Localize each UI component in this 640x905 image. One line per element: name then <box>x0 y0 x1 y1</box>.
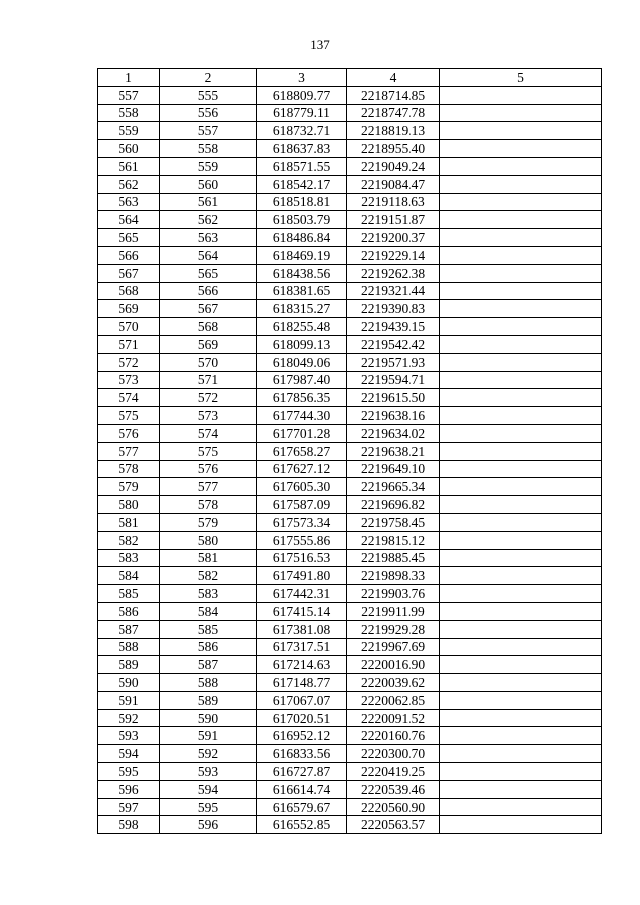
y-coordinate-cell: 2219615.50 <box>347 389 440 407</box>
y-coordinate-cell: 2218714.85 <box>347 86 440 104</box>
x-coordinate-cell: 616552.85 <box>257 816 347 834</box>
table-body <box>98 86 602 833</box>
row-index-cell: 597 <box>98 798 160 816</box>
note-cell <box>440 567 602 585</box>
table-row <box>98 691 602 709</box>
point-number-cell: 566 <box>160 282 257 300</box>
row-index-cell: 562 <box>98 175 160 193</box>
y-coordinate-cell: 2220039.62 <box>347 674 440 692</box>
table-row <box>98 300 602 318</box>
point-number-cell: 596 <box>160 816 257 834</box>
y-coordinate-cell: 2220419.25 <box>347 763 440 781</box>
point-number-cell: 576 <box>160 460 257 478</box>
point-number-cell: 560 <box>160 175 257 193</box>
y-coordinate-cell: 2219118.63 <box>347 193 440 211</box>
point-number-cell: 589 <box>160 691 257 709</box>
point-number-cell: 568 <box>160 318 257 336</box>
point-number-cell: 590 <box>160 709 257 727</box>
row-index-cell: 585 <box>98 585 160 603</box>
point-number-cell: 578 <box>160 496 257 514</box>
point-number-cell: 582 <box>160 567 257 585</box>
note-cell <box>440 549 602 567</box>
x-coordinate-cell: 617317.51 <box>257 638 347 656</box>
column-header-4: 4 <box>347 69 440 87</box>
note-cell <box>440 602 602 620</box>
x-coordinate-cell: 618255.48 <box>257 318 347 336</box>
point-number-cell: 559 <box>160 157 257 175</box>
row-index-cell: 584 <box>98 567 160 585</box>
x-coordinate-cell: 618315.27 <box>257 300 347 318</box>
y-coordinate-cell: 2219758.45 <box>347 513 440 531</box>
table-row <box>98 229 602 247</box>
note-cell <box>440 353 602 371</box>
point-number-cell: 575 <box>160 442 257 460</box>
row-index-cell: 559 <box>98 122 160 140</box>
row-index-cell: 591 <box>98 691 160 709</box>
note-cell <box>440 229 602 247</box>
point-number-cell: 556 <box>160 104 257 122</box>
column-header-2: 2 <box>160 69 257 87</box>
row-index-cell: 581 <box>98 513 160 531</box>
row-index-cell: 579 <box>98 478 160 496</box>
row-index-cell: 566 <box>98 246 160 264</box>
row-index-cell: 586 <box>98 602 160 620</box>
point-number-cell: 555 <box>160 86 257 104</box>
y-coordinate-cell: 2219049.24 <box>347 157 440 175</box>
x-coordinate-cell: 618049.06 <box>257 353 347 371</box>
y-coordinate-cell: 2219229.14 <box>347 246 440 264</box>
y-coordinate-cell: 2219439.15 <box>347 318 440 336</box>
note-cell <box>440 478 602 496</box>
row-index-cell: 557 <box>98 86 160 104</box>
note-cell <box>440 424 602 442</box>
row-index-cell: 595 <box>98 763 160 781</box>
x-coordinate-cell: 617148.77 <box>257 674 347 692</box>
note-cell <box>440 674 602 692</box>
y-coordinate-cell: 2219649.10 <box>347 460 440 478</box>
table-row <box>98 513 602 531</box>
row-index-cell: 598 <box>98 816 160 834</box>
table-row <box>98 496 602 514</box>
row-index-cell: 569 <box>98 300 160 318</box>
y-coordinate-cell: 2220300.70 <box>347 745 440 763</box>
column-header-1: 1 <box>98 69 160 87</box>
table-row <box>98 157 602 175</box>
point-number-cell: 571 <box>160 371 257 389</box>
x-coordinate-cell: 617442.31 <box>257 585 347 603</box>
table-row <box>98 602 602 620</box>
x-coordinate-cell: 618809.77 <box>257 86 347 104</box>
row-index-cell: 582 <box>98 531 160 549</box>
table-row <box>98 318 602 336</box>
y-coordinate-cell: 2219665.34 <box>347 478 440 496</box>
x-coordinate-cell: 617415.14 <box>257 602 347 620</box>
y-coordinate-cell: 2219929.28 <box>347 620 440 638</box>
row-index-cell: 567 <box>98 264 160 282</box>
table-row <box>98 353 602 371</box>
note-cell <box>440 104 602 122</box>
y-coordinate-cell: 2219390.83 <box>347 300 440 318</box>
x-coordinate-cell: 617987.40 <box>257 371 347 389</box>
y-coordinate-cell: 2218819.13 <box>347 122 440 140</box>
point-number-cell: 593 <box>160 763 257 781</box>
y-coordinate-cell: 2219634.02 <box>347 424 440 442</box>
x-coordinate-cell: 616579.67 <box>257 798 347 816</box>
x-coordinate-cell: 618542.17 <box>257 175 347 193</box>
x-coordinate-cell: 618486.84 <box>257 229 347 247</box>
y-coordinate-cell: 2220560.90 <box>347 798 440 816</box>
point-number-cell: 592 <box>160 745 257 763</box>
x-coordinate-cell: 617067.07 <box>257 691 347 709</box>
column-header-5: 5 <box>440 69 602 87</box>
x-coordinate-cell: 617587.09 <box>257 496 347 514</box>
note-cell <box>440 745 602 763</box>
row-index-cell: 571 <box>98 335 160 353</box>
note-cell <box>440 691 602 709</box>
row-index-cell: 594 <box>98 745 160 763</box>
column-header-3: 3 <box>257 69 347 87</box>
x-coordinate-cell: 616614.74 <box>257 780 347 798</box>
note-cell <box>440 318 602 336</box>
x-coordinate-cell: 618637.83 <box>257 140 347 158</box>
table-row <box>98 371 602 389</box>
row-index-cell: 596 <box>98 780 160 798</box>
table-row <box>98 335 602 353</box>
row-index-cell: 575 <box>98 407 160 425</box>
note-cell <box>440 407 602 425</box>
y-coordinate-cell: 2218955.40 <box>347 140 440 158</box>
row-index-cell: 588 <box>98 638 160 656</box>
point-number-cell: 561 <box>160 193 257 211</box>
note-cell <box>440 531 602 549</box>
row-index-cell: 564 <box>98 211 160 229</box>
y-coordinate-cell: 2219967.69 <box>347 638 440 656</box>
x-coordinate-cell: 617381.08 <box>257 620 347 638</box>
point-number-cell: 557 <box>160 122 257 140</box>
x-coordinate-cell: 617658.27 <box>257 442 347 460</box>
x-coordinate-cell: 618469.19 <box>257 246 347 264</box>
y-coordinate-cell: 2219542.42 <box>347 335 440 353</box>
table-header-row <box>98 69 602 87</box>
point-number-cell: 595 <box>160 798 257 816</box>
point-number-cell: 558 <box>160 140 257 158</box>
y-coordinate-cell: 2219638.21 <box>347 442 440 460</box>
note-cell <box>440 193 602 211</box>
table-row <box>98 424 602 442</box>
point-number-cell: 585 <box>160 620 257 638</box>
row-index-cell: 570 <box>98 318 160 336</box>
coordinates-table <box>97 68 602 834</box>
table-row <box>98 798 602 816</box>
table-row <box>98 104 602 122</box>
note-cell <box>440 335 602 353</box>
x-coordinate-cell: 616833.56 <box>257 745 347 763</box>
y-coordinate-cell: 2219321.44 <box>347 282 440 300</box>
y-coordinate-cell: 2220016.90 <box>347 656 440 674</box>
table-row <box>98 282 602 300</box>
table-row <box>98 709 602 727</box>
point-number-cell: 579 <box>160 513 257 531</box>
y-coordinate-cell: 2219898.33 <box>347 567 440 585</box>
x-coordinate-cell: 616952.12 <box>257 727 347 745</box>
point-number-cell: 565 <box>160 264 257 282</box>
y-coordinate-cell: 2220160.76 <box>347 727 440 745</box>
point-number-cell: 569 <box>160 335 257 353</box>
point-number-cell: 580 <box>160 531 257 549</box>
table-row <box>98 549 602 567</box>
row-index-cell: 560 <box>98 140 160 158</box>
y-coordinate-cell: 2219885.45 <box>347 549 440 567</box>
table-row <box>98 389 602 407</box>
row-index-cell: 558 <box>98 104 160 122</box>
note-cell <box>440 763 602 781</box>
row-index-cell: 593 <box>98 727 160 745</box>
x-coordinate-cell: 618571.55 <box>257 157 347 175</box>
row-index-cell: 572 <box>98 353 160 371</box>
point-number-cell: 574 <box>160 424 257 442</box>
x-coordinate-cell: 617605.30 <box>257 478 347 496</box>
row-index-cell: 576 <box>98 424 160 442</box>
note-cell <box>440 585 602 603</box>
note-cell <box>440 513 602 531</box>
table-row <box>98 122 602 140</box>
y-coordinate-cell: 2219571.93 <box>347 353 440 371</box>
note-cell <box>440 175 602 193</box>
y-coordinate-cell: 2219638.16 <box>347 407 440 425</box>
table-row <box>98 531 602 549</box>
table-row <box>98 727 602 745</box>
x-coordinate-cell: 617627.12 <box>257 460 347 478</box>
point-number-cell: 573 <box>160 407 257 425</box>
y-coordinate-cell: 2220563.57 <box>347 816 440 834</box>
point-number-cell: 570 <box>160 353 257 371</box>
y-coordinate-cell: 2219911.99 <box>347 602 440 620</box>
note-cell <box>440 727 602 745</box>
note-cell <box>440 122 602 140</box>
table-row <box>98 86 602 104</box>
point-number-cell: 587 <box>160 656 257 674</box>
y-coordinate-cell: 2220091.52 <box>347 709 440 727</box>
note-cell <box>440 442 602 460</box>
note-cell <box>440 211 602 229</box>
x-coordinate-cell: 618732.71 <box>257 122 347 140</box>
y-coordinate-cell: 2219151.87 <box>347 211 440 229</box>
table-row <box>98 193 602 211</box>
table-row <box>98 674 602 692</box>
note-cell <box>440 656 602 674</box>
y-coordinate-cell: 2219903.76 <box>347 585 440 603</box>
point-number-cell: 584 <box>160 602 257 620</box>
y-coordinate-cell: 2219696.82 <box>347 496 440 514</box>
table-row <box>98 745 602 763</box>
page-number: 137 <box>310 37 330 52</box>
point-number-cell: 583 <box>160 585 257 603</box>
point-number-cell: 572 <box>160 389 257 407</box>
x-coordinate-cell: 617516.53 <box>257 549 347 567</box>
row-index-cell: 561 <box>98 157 160 175</box>
x-coordinate-cell: 616727.87 <box>257 763 347 781</box>
row-index-cell: 587 <box>98 620 160 638</box>
row-index-cell: 580 <box>98 496 160 514</box>
table-row <box>98 780 602 798</box>
y-coordinate-cell: 2219594.71 <box>347 371 440 389</box>
note-cell <box>440 86 602 104</box>
x-coordinate-cell: 617744.30 <box>257 407 347 425</box>
y-coordinate-cell: 2219262.38 <box>347 264 440 282</box>
row-index-cell: 573 <box>98 371 160 389</box>
y-coordinate-cell: 2220062.85 <box>347 691 440 709</box>
row-index-cell: 563 <box>98 193 160 211</box>
table-row <box>98 264 602 282</box>
table-row <box>98 763 602 781</box>
point-number-cell: 581 <box>160 549 257 567</box>
x-coordinate-cell: 617856.35 <box>257 389 347 407</box>
row-index-cell: 592 <box>98 709 160 727</box>
note-cell <box>440 371 602 389</box>
point-number-cell: 564 <box>160 246 257 264</box>
note-cell <box>440 389 602 407</box>
point-number-cell: 591 <box>160 727 257 745</box>
x-coordinate-cell: 617573.34 <box>257 513 347 531</box>
row-index-cell: 574 <box>98 389 160 407</box>
x-coordinate-cell: 617214.63 <box>257 656 347 674</box>
table-row <box>98 816 602 834</box>
point-number-cell: 567 <box>160 300 257 318</box>
note-cell <box>440 140 602 158</box>
note-cell <box>440 496 602 514</box>
y-coordinate-cell: 2219084.47 <box>347 175 440 193</box>
note-cell <box>440 264 602 282</box>
row-index-cell: 578 <box>98 460 160 478</box>
row-index-cell: 577 <box>98 442 160 460</box>
note-cell <box>440 246 602 264</box>
table-row <box>98 638 602 656</box>
note-cell <box>440 460 602 478</box>
note-cell <box>440 638 602 656</box>
point-number-cell: 577 <box>160 478 257 496</box>
note-cell <box>440 780 602 798</box>
row-index-cell: 589 <box>98 656 160 674</box>
row-index-cell: 590 <box>98 674 160 692</box>
point-number-cell: 563 <box>160 229 257 247</box>
point-number-cell: 594 <box>160 780 257 798</box>
x-coordinate-cell: 618438.56 <box>257 264 347 282</box>
y-coordinate-cell: 2219815.12 <box>347 531 440 549</box>
table-row <box>98 478 602 496</box>
x-coordinate-cell: 617701.28 <box>257 424 347 442</box>
note-cell <box>440 620 602 638</box>
table-row <box>98 585 602 603</box>
table-row <box>98 460 602 478</box>
x-coordinate-cell: 617555.86 <box>257 531 347 549</box>
y-coordinate-cell: 2219200.37 <box>347 229 440 247</box>
note-cell <box>440 282 602 300</box>
note-cell <box>440 816 602 834</box>
x-coordinate-cell: 618503.79 <box>257 211 347 229</box>
note-cell <box>440 709 602 727</box>
x-coordinate-cell: 618381.65 <box>257 282 347 300</box>
x-coordinate-cell: 618099.13 <box>257 335 347 353</box>
note-cell <box>440 798 602 816</box>
x-coordinate-cell: 617491.80 <box>257 567 347 585</box>
table-row <box>98 175 602 193</box>
y-coordinate-cell: 2220539.46 <box>347 780 440 798</box>
table-row <box>98 656 602 674</box>
table-row <box>98 407 602 425</box>
table-row <box>98 567 602 585</box>
point-number-cell: 586 <box>160 638 257 656</box>
row-index-cell: 565 <box>98 229 160 247</box>
row-index-cell: 568 <box>98 282 160 300</box>
table-row <box>98 620 602 638</box>
row-index-cell: 583 <box>98 549 160 567</box>
y-coordinate-cell: 2218747.78 <box>347 104 440 122</box>
x-coordinate-cell: 617020.51 <box>257 709 347 727</box>
table-row <box>98 246 602 264</box>
note-cell <box>440 157 602 175</box>
x-coordinate-cell: 618518.81 <box>257 193 347 211</box>
x-coordinate-cell: 618779.11 <box>257 104 347 122</box>
note-cell <box>440 300 602 318</box>
table-row <box>98 442 602 460</box>
point-number-cell: 588 <box>160 674 257 692</box>
point-number-cell: 562 <box>160 211 257 229</box>
table-row <box>98 140 602 158</box>
table-row <box>98 211 602 229</box>
